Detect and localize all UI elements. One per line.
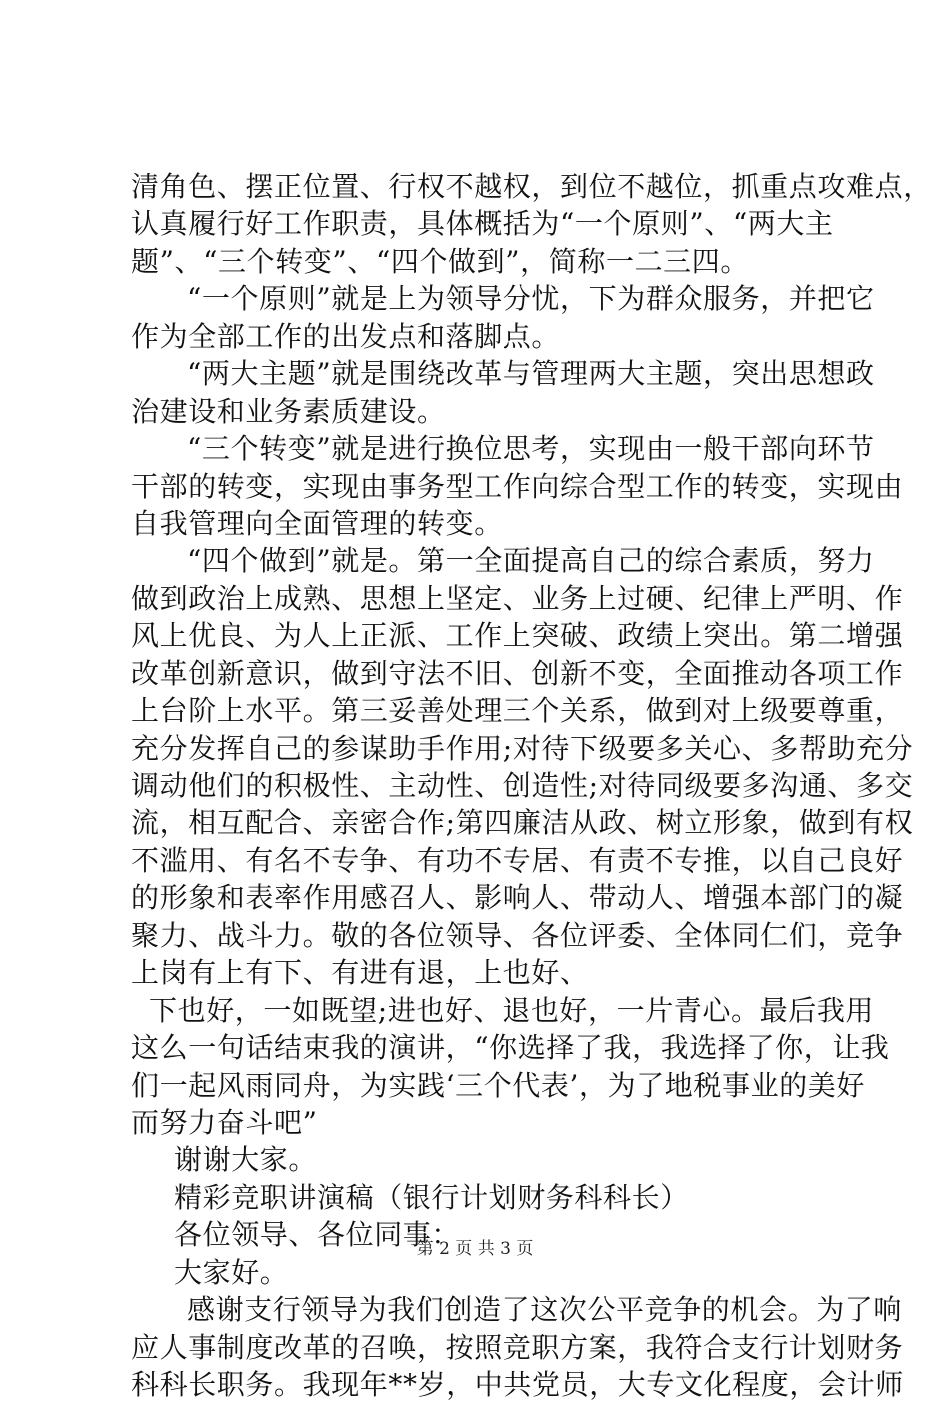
body-line: 干部的转变，实现由事务型工作向综合型工作的转变，实现由 <box>131 469 904 503</box>
salutation-line: 各位领导、各位同事： <box>174 1218 461 1252</box>
body-line: 这么一句话结束我的演讲，“你选择了我，我选择了你，让我 <box>131 1031 890 1065</box>
paragraph-start-line: “一个原则”就是上为领导分忧，下为群众服务，并把它 <box>187 282 875 316</box>
body-line: 风上优良、为人上正派、工作上突破、政绩上突出。第二增强 <box>131 619 904 653</box>
body-line: 上岗有上有下、有进有退，上也好、 <box>131 956 589 990</box>
body-line: 流，相互配合、亲密合作;第四廉洁从政、树立形象，做到有权 <box>131 806 914 840</box>
paragraph-start-line: “两大主题”就是围绕改革与管理两大主题，突出思想政 <box>187 357 875 391</box>
body-line: 而努力奋斗吧” <box>131 1105 318 1139</box>
body-line: 聚力、战斗力。敬的各位领导、各位评委、全体同仁们，竞争 <box>131 918 904 952</box>
speech-title: 精彩竞职讲演稿（银行计划财务科科长） <box>174 1180 689 1214</box>
paragraph-start-line: “四个做到”就是。第一全面提高自己的综合素质，努力 <box>187 544 875 578</box>
greeting-line: 大家好。 <box>174 1255 289 1289</box>
body-line: 自我管理向全面管理的转变。 <box>131 506 503 540</box>
body-line: 做到政治上成熟、思想上坚定、业务上过硬、纪律上严明、作 <box>131 581 904 615</box>
body-line: 不滥用、有名不专争、有功不专居、有责不专推，以自己良好 <box>131 843 904 877</box>
body-line: 认真履行好工作职责，具体概括为“一个原则”、“两大主 <box>131 207 834 241</box>
body-line: 题”、“三个转变”、“四个做到”，简称一二三四。 <box>131 244 749 278</box>
document-body <box>131 168 932 1403</box>
closing-line: 谢谢大家。 <box>174 1143 318 1177</box>
paragraph-start-line: 感谢支行领导为我们创造了这次公平竞争的机会。为了响 <box>187 1293 903 1327</box>
body-line: 清角色、摆正位置、行权不越权，到位不越位，抓重点攻难点， <box>131 170 932 203</box>
body-line: 应人事制度改革的召唤，按照竞职方案，我符合支行计划财务 <box>131 1330 904 1364</box>
body-line: 改革创新意识，做到守法不旧、创新不变，全面推动各项工作 <box>131 656 904 690</box>
body-line: 充分发挥自己的参谋助手作用;对待下级要多关心、多帮助充分 <box>131 731 914 765</box>
body-line: 上台阶上水平。第三妥善处理三个关系，做到对上级要尊重， <box>131 694 904 728</box>
page-number-footer: 第 2 页 共 3 页 <box>416 1239 534 1259</box>
paragraph-start-line: “三个转变”就是进行换位思考，实现由一般干部向环节 <box>187 432 875 466</box>
paragraph-start-line: 下也好，一如既望;进也好、退也好，一片青心。最后我用 <box>149 993 875 1027</box>
body-line: 们一起风雨同舟，为实践‘三个代表’，为了地税事业的美好 <box>131 1068 866 1102</box>
body-line: 调动他们的积极性、主动性、创造性;对待同级要多沟通、多交 <box>131 769 914 802</box>
body-line: 作为全部工作的出发点和落脚点。 <box>131 319 561 353</box>
body-line: 科科长职务。我现年**岁，中共党员，大专文化程度，会计师 <box>131 1368 904 1401</box>
body-line: 的形象和表率作用感召人、影响人、带动人、增强本部门的凝 <box>131 881 904 915</box>
body-line: 治建设和业务素质建设。 <box>131 394 446 428</box>
